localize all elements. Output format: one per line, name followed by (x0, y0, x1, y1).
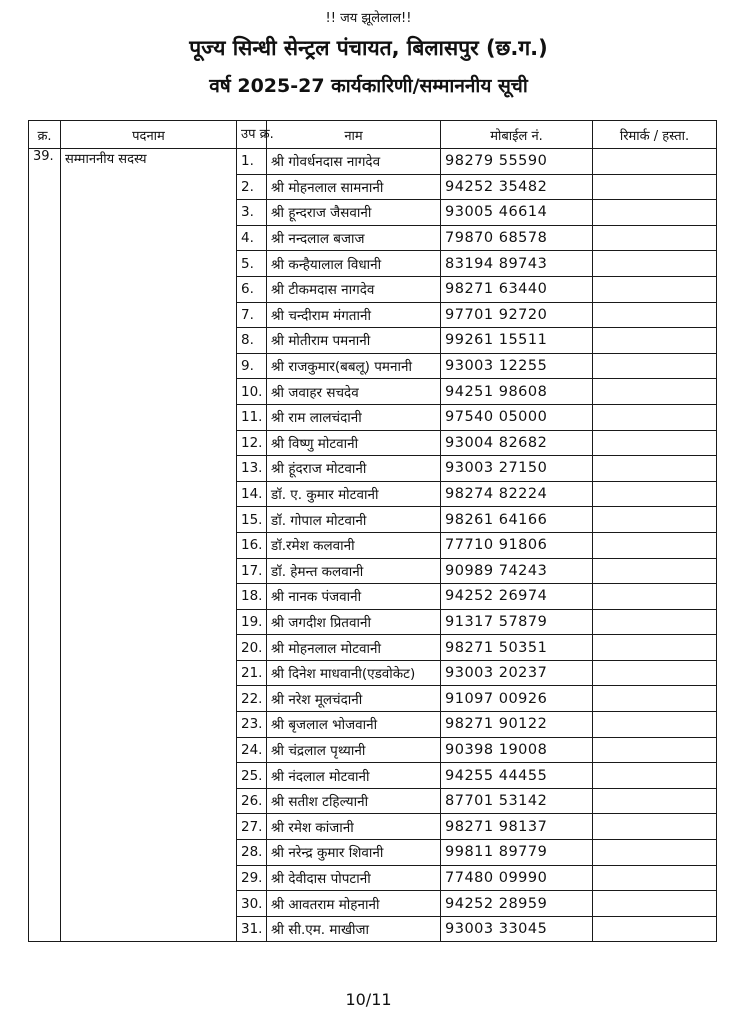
row-name: श्री हून्दराज जैसवानी (267, 200, 441, 226)
row-mobile: 98261 64166 (441, 507, 593, 533)
row-remark (593, 814, 717, 840)
row-name: श्री राजकुमार(बबलू) पमनानी (267, 353, 441, 379)
row-sub-serial: 6. (237, 276, 267, 302)
row-mobile: 98271 50351 (441, 635, 593, 661)
row-name: श्री मोहनलाल सामनानी (267, 174, 441, 200)
row-mobile: 94255 44455 (441, 763, 593, 789)
row-mobile: 98279 55590 (441, 149, 593, 175)
row-mobile: 93003 20237 (441, 660, 593, 686)
row-sub-serial: 31. (237, 916, 267, 942)
row-sub-serial: 29. (237, 865, 267, 891)
col-header-serial: क्र. (29, 121, 61, 149)
row-sub-serial: 16. (237, 532, 267, 558)
row-name: डॉ.रमेश कलवानी (267, 532, 441, 558)
page-number: 10/11 (345, 990, 392, 1009)
row-remark (593, 865, 717, 891)
row-sub-serial: 23. (237, 712, 267, 738)
col-header-post: पदनाम (61, 121, 237, 149)
row-name: श्री जगदीश प्रितवानी (267, 609, 441, 635)
row-remark (593, 916, 717, 942)
row-name: श्री रमेश कांजानी (267, 814, 441, 840)
row-remark (593, 660, 717, 686)
col-header-mobile: मोबाईल नं. (441, 121, 593, 149)
row-mobile: 79870 68578 (441, 225, 593, 251)
row-sub-serial: 25. (237, 763, 267, 789)
row-sub-serial: 27. (237, 814, 267, 840)
row-sub-serial: 19. (237, 609, 267, 635)
row-mobile: 94252 28959 (441, 891, 593, 917)
row-sub-serial: 4. (237, 225, 267, 251)
table-header-row (29, 121, 717, 149)
row-remark (593, 251, 717, 277)
row-sub-serial: 7. (237, 302, 267, 328)
row-sub-serial: 15. (237, 507, 267, 533)
row-name: श्री सी.एम. माखीजा (267, 916, 441, 942)
row-mobile: 93004 82682 (441, 430, 593, 456)
row-remark (593, 891, 717, 917)
row-name: श्री हूंदराज मोटवानी (267, 456, 441, 482)
row-sub-serial: 22. (237, 686, 267, 712)
col-header-sub-serial: उप क्र. (237, 121, 267, 149)
members-table (28, 120, 717, 942)
group-serial: 39. (29, 149, 61, 942)
row-remark (593, 149, 717, 175)
row-name: श्री जवाहर सचदेव (267, 379, 441, 405)
row-remark (593, 302, 717, 328)
row-remark (593, 609, 717, 635)
row-mobile: 98271 90122 (441, 712, 593, 738)
row-sub-serial: 21. (237, 660, 267, 686)
row-sub-serial: 18. (237, 584, 267, 610)
row-name: श्री नन्दलाल बजाज (267, 225, 441, 251)
row-remark (593, 788, 717, 814)
row-name: डॉ. गोपाल मोटवानी (267, 507, 441, 533)
row-remark (593, 558, 717, 584)
row-mobile: 87701 53142 (441, 788, 593, 814)
row-name: श्री नंदलाल मोटवानी (267, 763, 441, 789)
row-name: श्री नरेन्द्र कुमार शिवानी (267, 840, 441, 866)
row-name: डॉ. ए. कुमार मोटवानी (267, 481, 441, 507)
row-sub-serial: 24. (237, 737, 267, 763)
row-name: श्री विष्णु मोटवानी (267, 430, 441, 456)
row-sub-serial: 20. (237, 635, 267, 661)
row-name: श्री मोहनलाल मोटवानी (267, 635, 441, 661)
table-body (29, 149, 717, 942)
row-mobile: 98274 82224 (441, 481, 593, 507)
row-mobile: 91317 57879 (441, 609, 593, 635)
table-row (29, 149, 717, 175)
row-name: श्री बृजलाल भोजवानी (267, 712, 441, 738)
row-name: श्री देवीदास पोपटानी (267, 865, 441, 891)
row-remark (593, 532, 717, 558)
row-sub-serial: 1. (237, 149, 267, 175)
row-remark (593, 225, 717, 251)
row-sub-serial: 2. (237, 174, 267, 200)
row-remark (593, 635, 717, 661)
col-header-remark: रिमार्क / हस्ता. (593, 121, 717, 149)
row-remark (593, 481, 717, 507)
row-name: श्री आवतराम मोहनानी (267, 891, 441, 917)
row-sub-serial: 26. (237, 788, 267, 814)
row-mobile: 77710 91806 (441, 532, 593, 558)
row-name: श्री टीकमदास नागदेव (267, 276, 441, 302)
row-mobile: 93005 46614 (441, 200, 593, 226)
row-sub-serial: 14. (237, 481, 267, 507)
row-sub-serial: 10. (237, 379, 267, 405)
row-remark (593, 686, 717, 712)
row-name: श्री मोतीराम पमनानी (267, 328, 441, 354)
row-name: श्री गोवर्धनदास नागदेव (267, 149, 441, 175)
row-name: श्री नानक पंजवानी (267, 584, 441, 610)
row-mobile: 93003 33045 (441, 916, 593, 942)
row-remark (593, 276, 717, 302)
row-remark (593, 712, 717, 738)
row-remark (593, 379, 717, 405)
row-name: श्री कन्हैयालाल विधानी (267, 251, 441, 277)
row-sub-serial: 9. (237, 353, 267, 379)
row-mobile: 77480 09990 (441, 865, 593, 891)
row-remark (593, 174, 717, 200)
row-sub-serial: 13. (237, 456, 267, 482)
row-sub-serial: 17. (237, 558, 267, 584)
row-name: श्री नरेश मूलचंदानी (267, 686, 441, 712)
row-sub-serial: 12. (237, 430, 267, 456)
row-sub-serial: 11. (237, 404, 267, 430)
row-remark (593, 840, 717, 866)
row-mobile: 99261 15511 (441, 328, 593, 354)
row-remark (593, 763, 717, 789)
col-header-name: नाम (267, 121, 441, 149)
organization-title: पूज्य सिन्धी सेन्ट्रल पंचायत, बिलासपुर (छ.ग.) (189, 36, 548, 60)
row-name: श्री दिनेश माधवानी(एडवोकेट) (267, 660, 441, 686)
row-mobile: 97701 92720 (441, 302, 593, 328)
row-name: श्री सतीश टहिल्यानी (267, 788, 441, 814)
row-remark (593, 200, 717, 226)
row-remark (593, 507, 717, 533)
row-remark (593, 584, 717, 610)
row-sub-serial: 5. (237, 251, 267, 277)
row-remark (593, 737, 717, 763)
row-mobile: 93003 27150 (441, 456, 593, 482)
list-subtitle: वर्ष 2025-27 कार्यकारिणी/सम्माननीय सूची (209, 75, 528, 97)
row-remark (593, 456, 717, 482)
row-mobile: 97540 05000 (441, 404, 593, 430)
row-name: श्री राम लालचंदानी (267, 404, 441, 430)
row-remark (593, 328, 717, 354)
row-mobile: 90398 19008 (441, 737, 593, 763)
row-mobile: 98271 63440 (441, 276, 593, 302)
row-mobile: 98271 98137 (441, 814, 593, 840)
row-remark (593, 353, 717, 379)
group-post: सम्माननीय सदस्य (61, 149, 237, 942)
row-name: डॉ. हेमन्त कलवानी (267, 558, 441, 584)
row-sub-serial: 28. (237, 840, 267, 866)
row-mobile: 94251 98608 (441, 379, 593, 405)
row-sub-serial: 30. (237, 891, 267, 917)
row-sub-serial: 3. (237, 200, 267, 226)
row-mobile: 93003 12255 (441, 353, 593, 379)
row-mobile: 90989 74243 (441, 558, 593, 584)
row-mobile: 94252 26974 (441, 584, 593, 610)
row-name: श्री चंद्रलाल पृथ्यानी (267, 737, 441, 763)
row-mobile: 94252 35482 (441, 174, 593, 200)
row-name: श्री चन्दीराम मंगतानी (267, 302, 441, 328)
row-mobile: 91097 00926 (441, 686, 593, 712)
row-remark (593, 430, 717, 456)
invocation-line: !! जय झूलेलाल!! (325, 11, 412, 26)
row-remark (593, 404, 717, 430)
row-mobile: 99811 89779 (441, 840, 593, 866)
row-sub-serial: 8. (237, 328, 267, 354)
row-mobile: 83194 89743 (441, 251, 593, 277)
